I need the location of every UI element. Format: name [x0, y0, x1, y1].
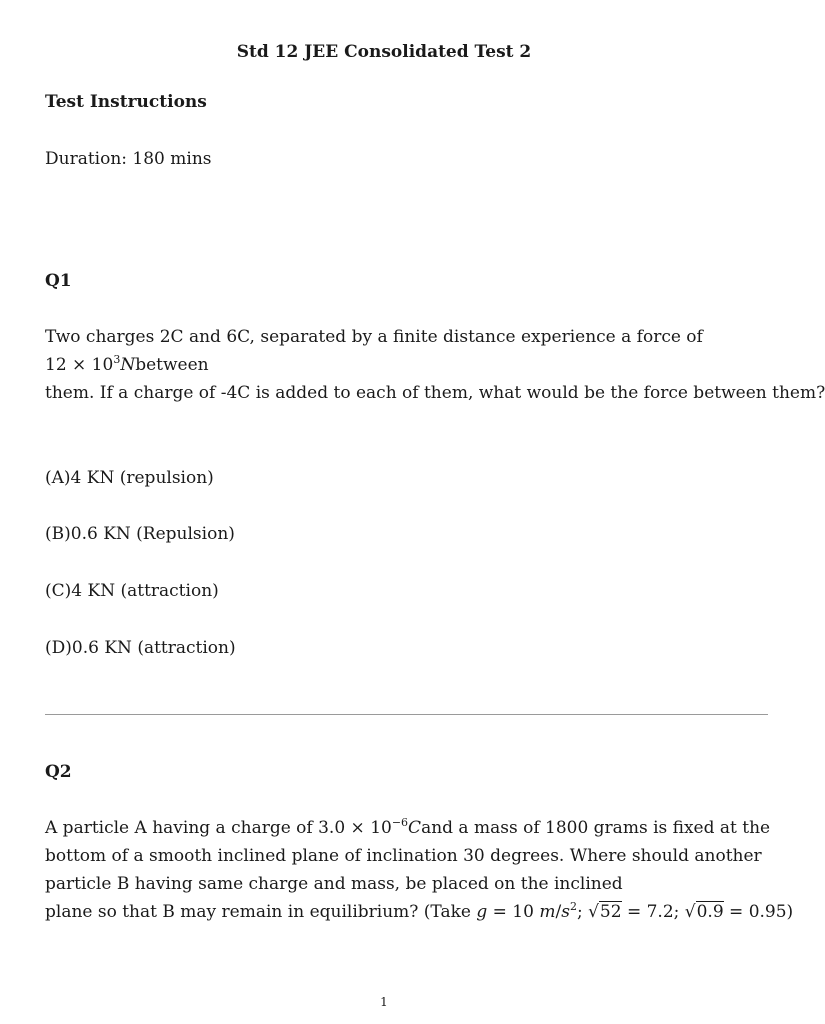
q2-text-line-3: particle B having same charge and mass, be placed on the inclined: [45, 874, 623, 894]
question-divider: [45, 714, 768, 715]
page-number: 1: [380, 995, 388, 1009]
instructions-heading: Test Instructions: [45, 92, 207, 112]
page-title: Std 12 JEE Consolidated Test 2: [236, 42, 532, 62]
q2-text-line-1: A particle A having a charge of $3.0 \times 10^{-6}Cand$ a mass of 1800 grams is fixed at the: [45, 816, 771, 838]
q1-option-c: (C)4 KN (attraction): [45, 581, 219, 601]
q2-label: Q2: [45, 762, 72, 782]
duration-text: Duration: 180 mins: [45, 149, 212, 169]
q2-text-line-2: bottom of a smooth inclined plane of inclination 30 degrees. Where should another: [45, 846, 762, 866]
q1-text-line-3: them. If a charge of -4C is added to each of them, what would be the force between them?: [45, 383, 825, 403]
q1-option-b: (B)0.6 KN (Repulsion): [45, 524, 235, 544]
q1-text-line-2: $12 \times 10^3Nbetween$: [45, 353, 209, 375]
q1-label: Q1: [45, 271, 72, 291]
q1-option-a: (A)4 KN (repulsion): [45, 468, 214, 488]
q1-option-d: (D)0.6 KN (attraction): [45, 638, 236, 658]
q1-text-line-1: Two charges 2C and 6C, separated by a finite distance experience a force of: [45, 327, 703, 347]
q2-text-line-4: plane so that B may remain in equilibrium? (Take g = 10 $m/s^2$; √52 = 7.2; √0.9 = 0.95): [45, 900, 794, 922]
